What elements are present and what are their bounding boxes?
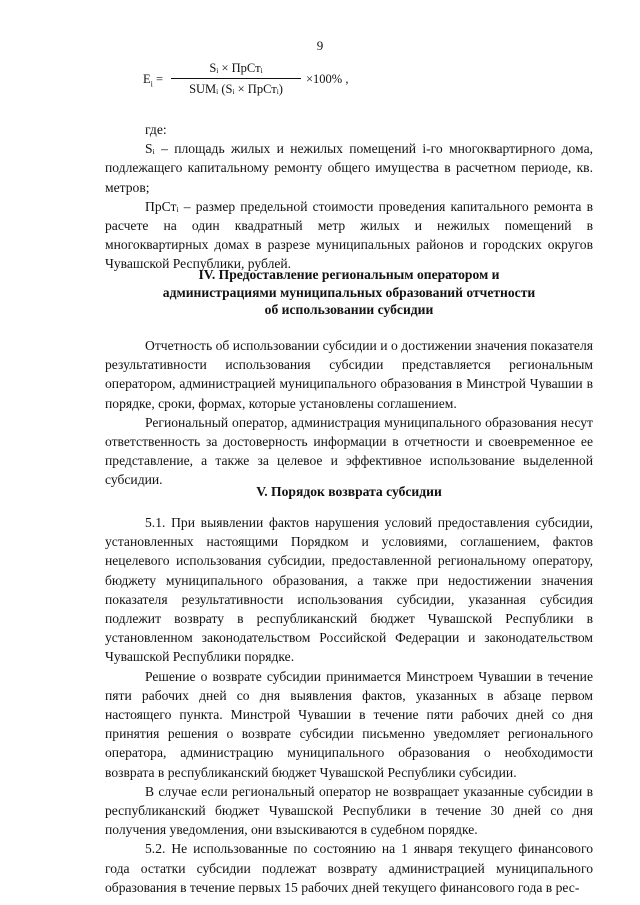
section-5-paragraph-4: 5.2. Не использованные по состоянию на 1 января текущего финансового года остатки субсидии подлежат возврату администрацией муниципального образования в течение первых 15 рабочих дней текущего финансового года в рес-	[105, 841, 593, 895]
section-5-body	[105, 513, 593, 897]
fraction-bar	[171, 78, 301, 79]
page-number: 9	[316, 38, 324, 53]
formula-fraction	[171, 60, 301, 98]
section-5-heading	[105, 483, 593, 501]
definition-prst: ПрСтᵢ – размер предельной стоимости проведения капитального ремонта в расчете на один квадратный метр жилых и нежилых помещений в многоквартирных домах в разрезе муниципальных районов и городских округов Чувашской Республики, рублей.	[105, 198, 593, 272]
formula-lhs: $E_i$ =	[143, 72, 164, 89]
formula-numerator: Sᵢ × ПрСтᵢ	[209, 61, 263, 75]
section-4-heading-line-1: IV. Предоставление региональным оператором и	[198, 267, 500, 282]
formula-rhs: ×100% ,	[306, 72, 349, 86]
section-5-paragraph-2: Решение о возврате субсидии принимается Минстроем Чувашии в течение пяти рабочих дней со дня выявления фактов, указанных в абзаце первом настоящего пункта. Минстрой Чувашии в течение пяти рабочих дней со дня принятия решения о возврате субсидии письменно уведомляет регионального оператора, администрацию муниципального образования о необходимости возврата в республиканский бюджет Чувашской Республики субсидии.	[105, 668, 593, 780]
section-4-paragraph-1: Отчетность об использовании субсидии и о достижении значения показателя результативности использования субсидии представляется региональным оператором, администрацией муниципального образования в Минстрой Чувашии в порядке, сроки, формах, которые установлены соглашением.	[105, 338, 593, 411]
section-4-body	[105, 336, 593, 490]
section-5-paragraph-3: В случае если региональный оператор не возвращает указанные субсидии в республиканский бюджет Чувашской Республики в течение 30 дней со дня получения уведомления, они взыскиваются в судебном порядке.	[105, 783, 593, 838]
section-4-paragraph-2: Региональный оператор, администрация муниципального образования несут ответственность за достоверность информации в отчетности и своевременное ее представление, а также за целевое и эффективное использование выделенной субсидии.	[105, 414, 593, 488]
where-label: где:	[145, 122, 167, 137]
formula-denominator: SUMᵢ (Sᵢ × ПрСтᵢ)	[189, 82, 283, 96]
section-5-title: V. Порядок возврата субсидии	[256, 484, 442, 499]
definition-s: Sᵢ – площадь жилых и нежилых помещений i-го многоквартирного дома, подлежащего капитальному ремонту общего имущества в расчетном периоде, кв. метров;	[105, 141, 593, 195]
section-4-heading-line-3: об использовании субсидии	[264, 302, 434, 317]
formula-lhs-subscript: i	[150, 79, 153, 89]
definitions	[105, 120, 593, 274]
section-5-paragraph-1: 5.1. При выявлении фактов нарушения условий предоставления субсидии, установленных настоящими Порядком и условиями, соглашением, фактов нецелевого использования субсидии, предоставленной региональному оператору, бюджету муниципального образования, а также при недостижении значения показателя результативности использования субсидии, указанная субсидия подлежит возврату в республиканский бюджет Чувашской Республики в установленном законодательством Российской Федерации и законодательством Чувашской Республики порядке.	[105, 515, 593, 665]
formula-lhs-symbol: E	[143, 72, 151, 86]
section-4-heading-line-2: администрациями муниципальных образований отчетности	[162, 284, 536, 300]
section-4-heading	[105, 266, 593, 319]
